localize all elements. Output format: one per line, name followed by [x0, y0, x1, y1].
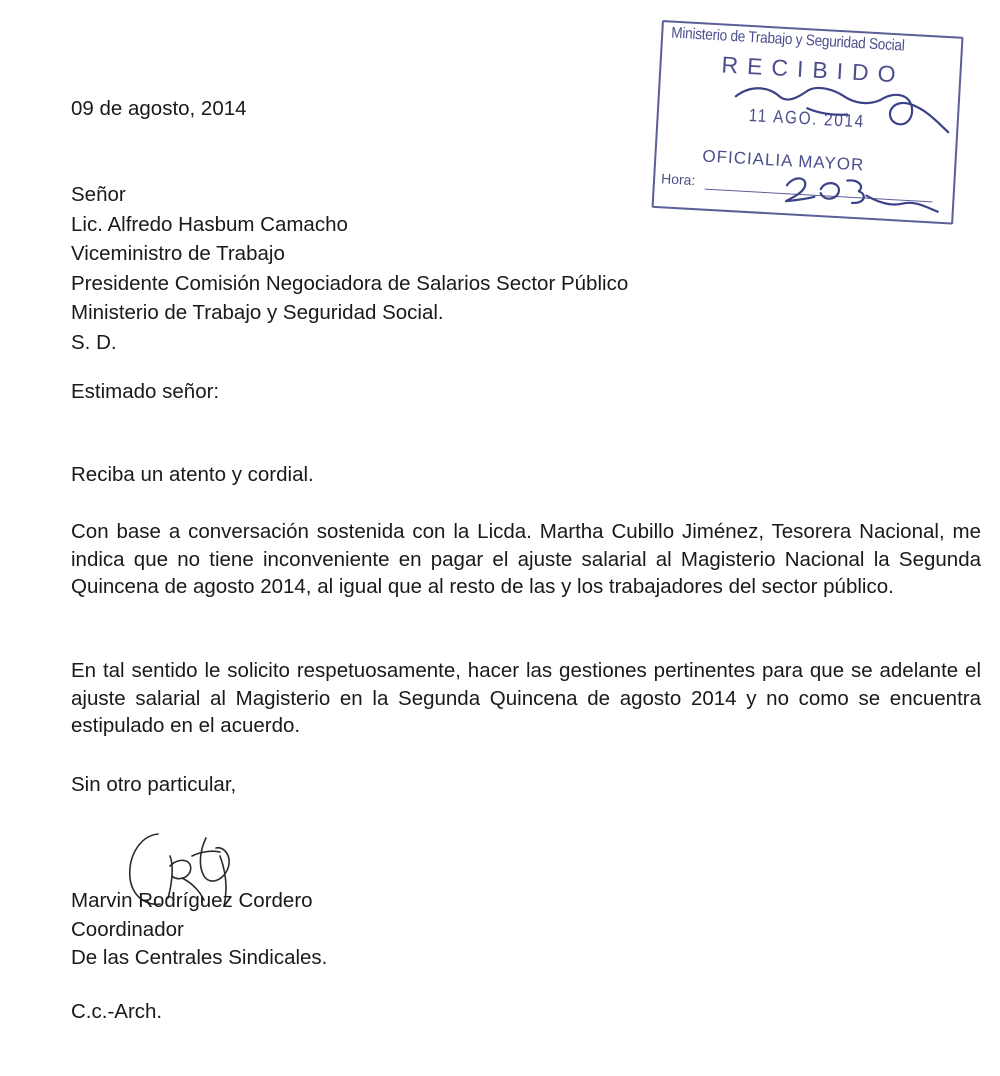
stamp-status: RECIBIDO — [720, 51, 906, 88]
opening-line: Reciba un atento y cordial. — [71, 463, 314, 486]
letter-date: 09 de agosto, 2014 — [71, 97, 247, 120]
carbon-copy: C.c.-Arch. — [71, 1000, 163, 1023]
signer-organization: De las Centrales Sindicales. — [71, 946, 328, 969]
recipient-sd: S. D. — [71, 330, 117, 354]
signer-name: Marvin Rodríguez Cordero — [71, 889, 313, 912]
stamp-ministry: Ministerio de Trabajo y Seguridad Social — [670, 24, 905, 55]
recipient-position: Viceministro de Trabajo — [71, 242, 285, 265]
recipient-name: Lic. Alfredo Hasbum Camacho — [71, 212, 348, 236]
signer-title: Coordinador — [71, 917, 184, 941]
body-paragraph-2: En tal sentido le solicito respetuosamente, hacer las gestiones pertinentes para que se adelante el ajuste salarial al Magisterio en la Segunda Quincena de agosto 2014 y no como se encuentra estipulado en el acuerdo. — [71, 659, 981, 738]
recipient-salutation: Señor — [71, 183, 126, 206]
stamp-date: 11 AGO. 2014 — [748, 105, 866, 132]
greeting: Estimado señor: — [71, 380, 220, 403]
stamp-office: OFICIALIA MAYOR — [701, 146, 865, 175]
signer-block — [71, 887, 327, 973]
body-paragraph-1: Con base a conversación sostenida con la Licda. Martha Cubillo Jiménez, Tesorera Nacional, me indica que no tiene inconveniente en pagar el ajuste salarial al Magisterio Nacional la Segunda Quincena de agosto 2014, al igual que al resto de las y los trabajadores del sector público. — [71, 520, 981, 599]
recipient-commission: Presidente Comisión Negociadora de Salarios Sector Público — [71, 271, 629, 295]
closing-line: Sin otro particular, — [71, 773, 237, 796]
recipient-block — [71, 180, 628, 357]
reception-stamp — [652, 20, 964, 225]
recipient-ministry: Ministerio de Trabajo y Seguridad Social. — [71, 301, 444, 324]
stamp-hora-label: Hora: — [660, 170, 696, 189]
stamp-handwriting — [652, 20, 964, 225]
